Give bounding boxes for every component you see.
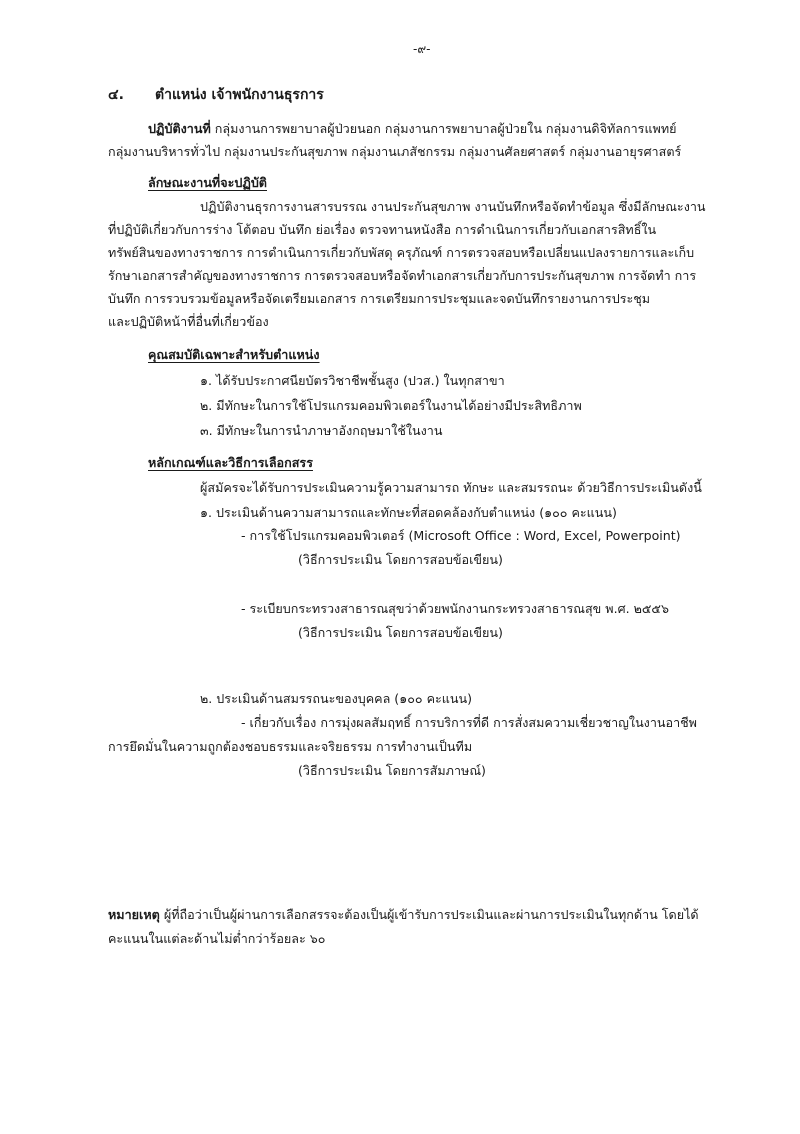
workplace-line1	[148, 120, 677, 138]
qualification-item: ๓. มีทักษะในการนำภาษาอังกฤษมาใช้ในงาน	[200, 423, 443, 438]
duties-line: รักษาเอกสารสำคัญของทางราชการ การตรวจสอบหรือจัดทำเอกสารเกี่ยวกับการประกันสุขภาพ การจัดทำ การ	[108, 268, 697, 283]
selection-part1-item2-method: (วิธีการประเมิน โดยการสอบข้อเขียน)	[298, 625, 503, 640]
workplace-text-line1: กลุ่มงานการพยาบาลผู้ป่วยนอก กลุ่มงานการพยาบาลผู้ป่วยใน กลุ่มงานดิจิทัลการแพทย์	[214, 121, 677, 136]
selection-part2-line1: - เกี่ยวกับเรื่อง การมุ่งผลสัมฤทธิ์ การบริการที่ดี การสั่งสมความเชี่ยวชาญในงานอาชีพ	[241, 715, 697, 730]
selection-part1-item1: - การใช้โปรแกรมคอมพิวเตอร์ (Microsoft Office : Word, Excel, Powerpoint)	[241, 528, 681, 543]
workplace-line2: กลุ่มงานบริหารทั่วไป กลุ่มงานประกันสุขภาพ กลุ่มงานเภสัชกรรม กลุ่มงานศัลยศาสตร์ กลุ่มงานอายุรศาสตร์	[108, 144, 682, 159]
duties-line: บันทึก การรวบรวมข้อมูลหรือจัดเตรียมเอกสาร การเตรียมการประชุมและจดบันทึกรายงานการประชุม	[108, 291, 651, 306]
selection-intro: ผู้สมัครจะได้รับการประเมินความรู้ความสามารถ ทักษะ และสมรรถนะ ด้วยวิธีการประเมินดังนี้	[200, 480, 702, 495]
duties-line: ปฏิบัติงานธุรการงานสารบรรณ งานประกันสุขภาพ งานบันทึกหรือจัดทำข้อมูล ซึ่งมีลักษณะงาน	[200, 199, 706, 214]
page-number: -๙-	[413, 42, 431, 56]
section-title: ตำแหน่ง เจ้าพนักงานธุรการ	[155, 87, 324, 103]
selection-part2-method: (วิธีการประเมิน โดยการสัมภาษณ์)	[298, 763, 486, 778]
workplace-label: ปฏิบัติงานที่	[148, 121, 211, 136]
selection-part2-line2: การยึดมั่นในความถูกต้องชอบธรรมและจริยธรรม การทำงานเป็นทีม	[108, 739, 473, 754]
duties-line: และปฏิบัติหน้าที่อื่นที่เกี่ยวข้อง	[108, 314, 269, 329]
selection-part1-item2: - ระเบียบกระทรวงสาธารณสุขว่าด้วยพนักงานกระทรวงสาธารณสุข พ.ศ. ๒๕๕๖	[241, 601, 669, 616]
note-line2: คะแนนในแต่ละด้านไม่ต่ำกว่าร้อยละ ๖๐	[108, 931, 326, 946]
qualifications-heading: คุณสมบัติเฉพาะสำหรับตำแหน่ง	[148, 347, 320, 362]
duties-line: ที่ปฏิบัติเกี่ยวกับการร่าง โต้ตอบ บันทึก ย่อเรื่อง ตรวจทานหนังสือ การดำเนินการเกี่ยวกับเอกสารสิทธิ์ใน	[108, 222, 657, 237]
duties-line: ทรัพย์สินของทางราชการ การดำเนินการเกี่ยวกับพัสดุ ครุภัณฑ์ การตรวจสอบหรือเปลี่ยนแปลงรายการและเก็บ	[108, 245, 695, 260]
qualification-item: ๒. มีทักษะในการใช้โปรแกรมคอมพิวเตอร์ในงานได้อย่างมีประสิทธิภาพ	[200, 398, 582, 413]
selection-part1-title: ๑. ประเมินด้านความสามารถและทักษะที่สอดคล้องกับตำแหน่ง (๑๐๐ คะแนน)	[200, 505, 617, 520]
note-text-line1: ผู้ที่ถือว่าเป็นผู้ผ่านการเลือกสรรจะต้องเป็นผู้เข้ารับการประเมินและผ่านการประเมินในทุกด้าน โดยได้	[163, 907, 699, 922]
selection-heading: หลักเกณฑ์และวิธีการเลือกสรร	[148, 455, 313, 470]
duties-heading: ลักษณะงานที่จะปฏิบัติ	[148, 175, 267, 190]
section-number: ๔.	[108, 87, 124, 103]
qualification-item: ๑. ได้รับประกาศนียบัตรวิชาชีพชั้นสูง (ปวส.) ในทุกสาขา	[200, 373, 505, 388]
note-label: หมายเหตุ	[108, 907, 160, 922]
selection-part2-title: ๒. ประเมินด้านสมรรถนะของบุคคล (๑๐๐ คะแนน)	[200, 691, 473, 706]
selection-part1-item1-method: (วิธีการประเมิน โดยการสอบข้อเขียน)	[298, 552, 503, 567]
note-line1	[108, 906, 699, 924]
